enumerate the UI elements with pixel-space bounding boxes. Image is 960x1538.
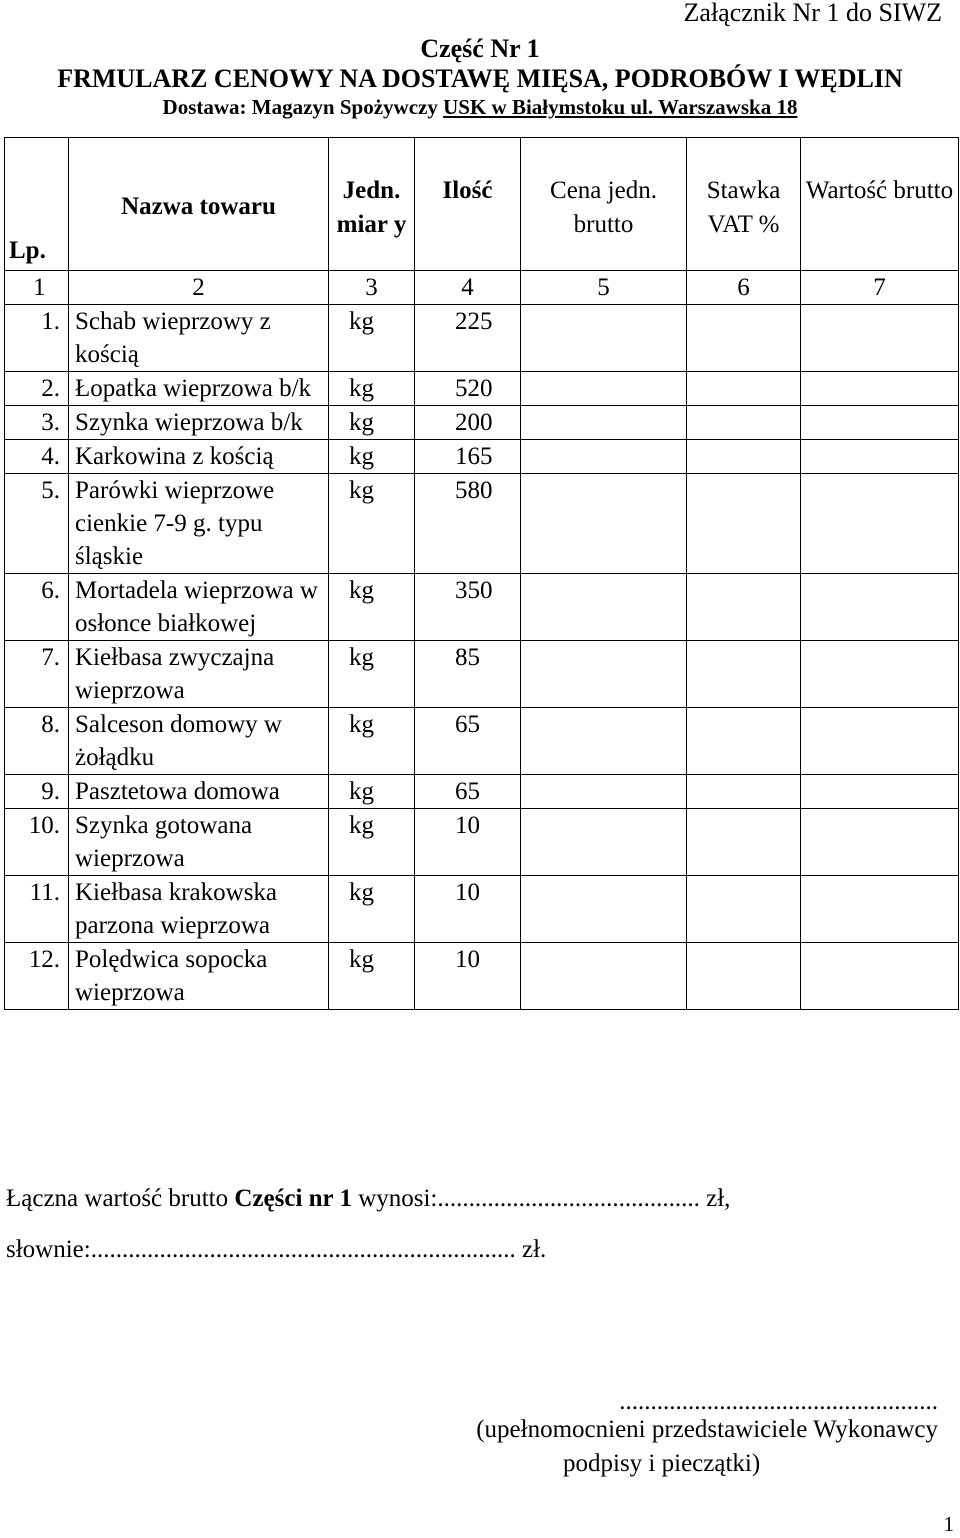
row-unit: kg [329, 440, 415, 474]
row-unit: kg [329, 775, 415, 809]
column-number: 1 [5, 271, 69, 305]
header-price: Cena jedn. brutto [521, 138, 687, 271]
row-vat-cell[interactable] [687, 474, 801, 574]
row-quantity: 65 [415, 775, 521, 809]
signature-dots: ................................................... [619, 1388, 938, 1415]
header-unit: Jedn. miar y [329, 138, 415, 271]
row-unit-price-cell[interactable] [521, 372, 687, 406]
form-title: FRMULARZ CENOWY NA DOSTAWĘ MIĘSA, PODROBÓW I WĘDLIN [57, 64, 903, 93]
row-unit-price-cell[interactable] [521, 574, 687, 641]
row-unit: kg [329, 708, 415, 775]
row-unit: kg [329, 372, 415, 406]
row-unit: kg [329, 809, 415, 876]
amount-in-words-line: słownie:.................................................................... zł. [6, 1236, 547, 1263]
row-product-name: Szynka wieprzowa b/k [69, 406, 329, 440]
column-number: 3 [329, 271, 415, 305]
row-unit-price-cell[interactable] [521, 876, 687, 943]
row-unit: kg [329, 876, 415, 943]
row-product-name: Mortadela wieprzowa w osłonce białkowej [69, 574, 329, 641]
row-quantity: 10 [415, 876, 521, 943]
row-unit: kg [329, 474, 415, 574]
header-name: Nazwa towaru [69, 138, 329, 271]
table-row [5, 708, 959, 775]
signature-caption: (upełnomocnieni przedstawiciele Wykonawcy [476, 1416, 938, 1443]
row-product-name: Pasztetowa domowa [69, 775, 329, 809]
row-quantity: 65 [415, 708, 521, 775]
row-value-cell[interactable] [801, 943, 959, 1010]
row-unit-price-cell[interactable] [521, 641, 687, 708]
row-vat-cell[interactable] [687, 305, 801, 372]
column-number: 5 [521, 271, 687, 305]
delivery-address: USK w Białymstoku ul. Warszawska 18 [443, 95, 798, 119]
row-lp: 1. [5, 305, 69, 372]
row-value-cell[interactable] [801, 809, 959, 876]
total-part: Części nr 1 [234, 1185, 352, 1212]
row-product-name: Szynka gotowana wieprzowa [69, 809, 329, 876]
row-unit-price-cell[interactable] [521, 708, 687, 775]
table-row [5, 641, 959, 708]
row-product-name: Schab wieprzowy z kością [69, 305, 329, 372]
row-lp: 10. [5, 809, 69, 876]
row-vat-cell[interactable] [687, 641, 801, 708]
table-row [5, 305, 959, 372]
row-quantity: 10 [415, 943, 521, 1010]
column-number: 4 [415, 271, 521, 305]
row-unit-price-cell[interactable] [521, 474, 687, 574]
row-vat-cell[interactable] [687, 876, 801, 943]
row-lp: 7. [5, 641, 69, 708]
row-value-cell[interactable] [801, 305, 959, 372]
header-vat: Stawka VAT % [687, 138, 801, 271]
row-vat-cell[interactable] [687, 406, 801, 440]
table-row [5, 440, 959, 474]
row-lp: 4. [5, 440, 69, 474]
delivery-location: Magazyn Spożywczy [251, 95, 438, 119]
column-number: 2 [69, 271, 329, 305]
part-title: Część Nr 1 [420, 34, 540, 63]
row-value-cell[interactable] [801, 406, 959, 440]
row-vat-cell[interactable] [687, 574, 801, 641]
header-lp: Lp. [5, 138, 69, 271]
row-product-name: Kiełbasa zwyczajna wieprzowa [69, 641, 329, 708]
row-value-cell[interactable] [801, 440, 959, 474]
row-unit-price-cell[interactable] [521, 406, 687, 440]
row-unit: kg [329, 574, 415, 641]
row-unit-price-cell[interactable] [521, 440, 687, 474]
delivery-line [0, 95, 960, 120]
row-unit: kg [329, 641, 415, 708]
table-row [5, 775, 959, 809]
table-row [5, 406, 959, 440]
row-lp: 9. [5, 775, 69, 809]
row-value-cell[interactable] [801, 474, 959, 574]
row-lp: 12. [5, 943, 69, 1010]
row-value-cell[interactable] [801, 708, 959, 775]
row-unit: kg [329, 406, 415, 440]
row-product-name: Salceson domowy w żołądku [69, 708, 329, 775]
row-product-name: Parówki wieprzowe cienkie 7-9 g. typu śląskie [69, 474, 329, 574]
table-row [5, 876, 959, 943]
table-row [5, 474, 959, 574]
column-number: 7 [801, 271, 959, 305]
column-number: 6 [687, 271, 801, 305]
row-unit-price-cell[interactable] [521, 809, 687, 876]
row-vat-cell[interactable] [687, 775, 801, 809]
column-number-row [5, 271, 959, 305]
row-lp: 2. [5, 372, 69, 406]
header-row [5, 138, 959, 271]
row-product-name: Łopatka wieprzowa b/k [69, 372, 329, 406]
row-vat-cell[interactable] [687, 708, 801, 775]
row-lp: 8. [5, 708, 69, 775]
row-value-cell[interactable] [801, 775, 959, 809]
table-row [5, 372, 959, 406]
total-suffix: wynosi:.......................................... zł, [358, 1185, 731, 1212]
row-value-cell[interactable] [801, 641, 959, 708]
row-value-cell[interactable] [801, 574, 959, 641]
row-quantity: 580 [415, 474, 521, 574]
total-value-line [6, 1185, 730, 1213]
row-quantity: 200 [415, 406, 521, 440]
row-unit: kg [329, 943, 415, 1010]
header-value: Wartość brutto [801, 138, 959, 271]
row-vat-cell[interactable] [687, 440, 801, 474]
row-vat-cell[interactable] [687, 809, 801, 876]
row-value-cell[interactable] [801, 876, 959, 943]
annex-label: Załącznik Nr 1 do SIWZ [683, 0, 942, 27]
row-quantity: 225 [415, 305, 521, 372]
total-prefix: Łączna wartość brutto [6, 1185, 229, 1212]
header-qty: Ilość [415, 138, 521, 271]
row-unit-price-cell[interactable] [521, 305, 687, 372]
row-product-name: Polędwica sopocka wieprzowa [69, 943, 329, 1010]
row-quantity: 350 [415, 574, 521, 641]
row-product-name: Karkowina z kością [69, 440, 329, 474]
table-row [5, 574, 959, 641]
row-lp: 6. [5, 574, 69, 641]
page-number: 1 [943, 1512, 954, 1536]
row-vat-cell[interactable] [687, 943, 801, 1010]
row-quantity: 10 [415, 809, 521, 876]
signature-caption-2: podpisy i pieczątki) [563, 1450, 761, 1477]
row-vat-cell[interactable] [687, 372, 801, 406]
row-value-cell[interactable] [801, 372, 959, 406]
table-row [5, 943, 959, 1010]
row-unit-price-cell[interactable] [521, 943, 687, 1010]
row-quantity: 165 [415, 440, 521, 474]
row-lp: 5. [5, 474, 69, 574]
delivery-prefix: Dostawa: [162, 95, 247, 119]
row-quantity: 85 [415, 641, 521, 708]
price-table [4, 137, 959, 1010]
row-unit-price-cell[interactable] [521, 775, 687, 809]
row-unit: kg [329, 305, 415, 372]
row-product-name: Kiełbasa krakowska parzona wieprzowa [69, 876, 329, 943]
row-quantity: 520 [415, 372, 521, 406]
table-row [5, 809, 959, 876]
row-lp: 11. [5, 876, 69, 943]
row-lp: 3. [5, 406, 69, 440]
